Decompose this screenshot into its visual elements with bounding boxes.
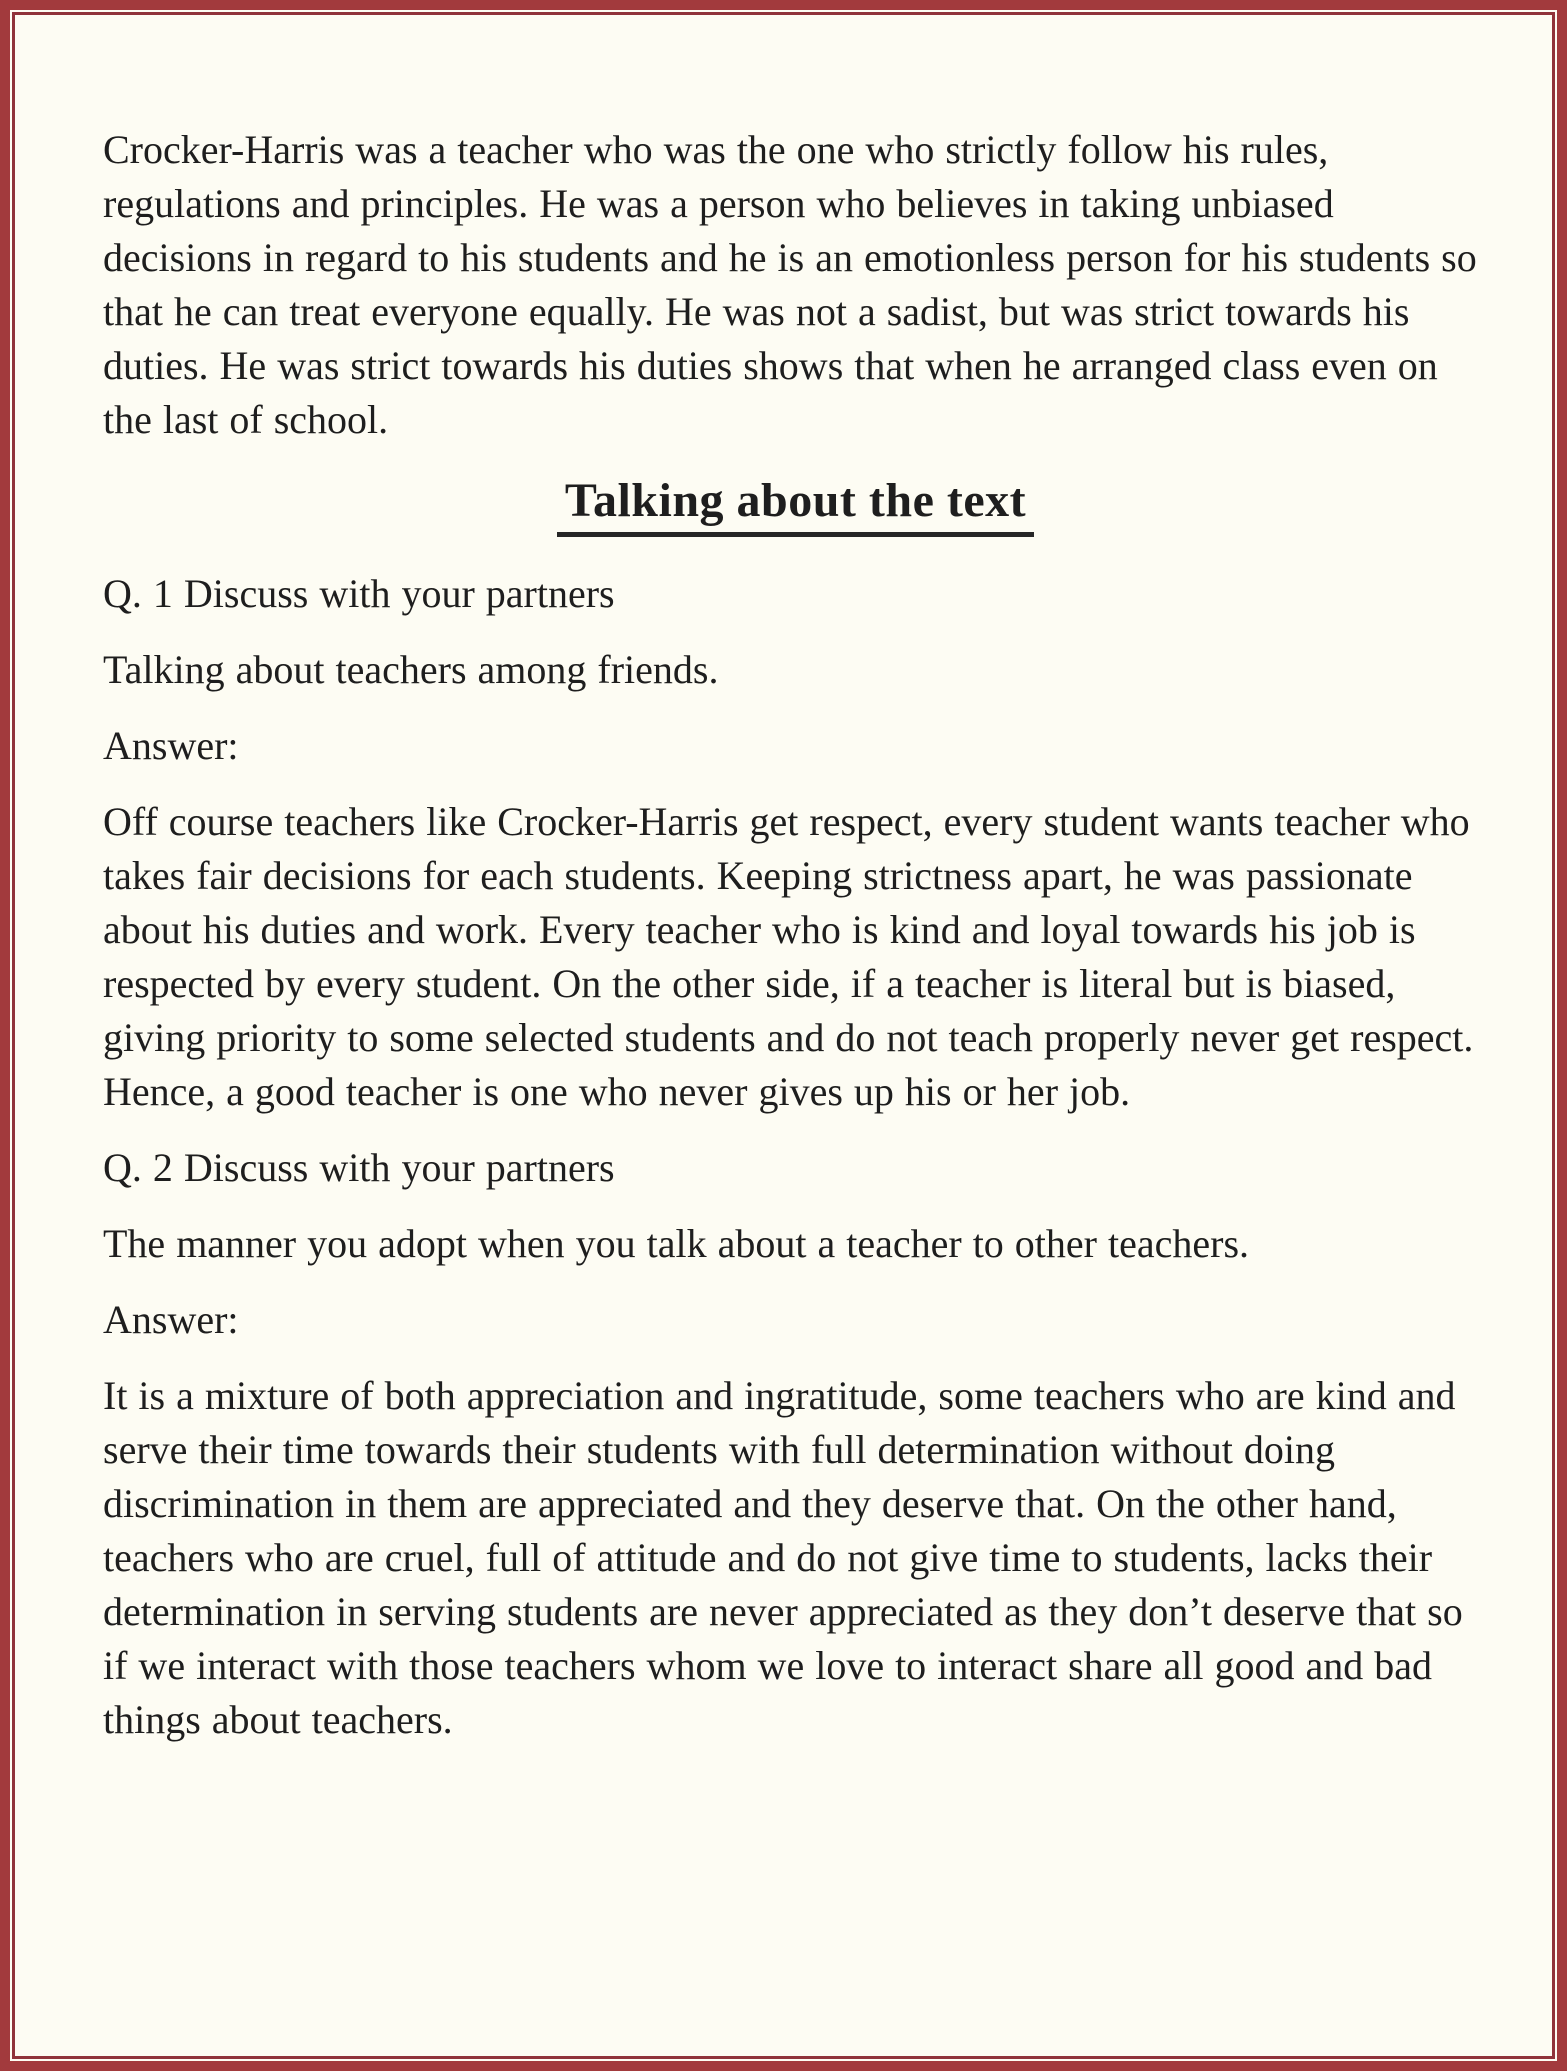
answer-2-label: Answer: [103,1297,239,1342]
document-content [15,15,1538,1747]
intro-paragraph: Crocker-Harris was a teacher who was the one who strictly follow his rules, regulations and principles. He was a person who believes in taking unbiased decisions in regard to his students and he is an emotionless person for his students so that he can treat everyone equally. He was not a sadist, but was strict towards his duties. He was strict towards his duties shows that when he arranged class even on the last of school. [103,127,1477,442]
section-heading: Talking about the text [557,473,1034,537]
answer-1-label: Answer: [103,723,239,768]
section-heading-row [103,473,1488,537]
question-2-prompt: The manner you adopt when you talk about a teacher to other teachers. [103,1221,1250,1266]
answer-2-text: It is a mixture of both appreciation and ingratitude, some teachers who are kind and serve their time towards their students with full determination without doing discrimination in them are appreciated and they deserve that. On the other hand, teachers who are cruel, full of attitude and do not give time to students, lacks their determination in serving students are never appreciated as they don’t deserve that so if we interact with those teachers whom we love to interact share all good and bad things about teachers. [103,1373,1463,1742]
answer-1-text: Off course teachers like Crocker-Harris get respect, every student wants teacher who takes fair decisions for each students. Keeping strictness apart, he was passionate about his duties and work. Every teacher who is kind and loyal towards his job is respected by every student. On the other side, if a teacher is literal but is biased, giving priority to some selected students and do not teach properly never get respect. Hence, a good teacher is one who never gives up his or her job. [103,799,1474,1114]
question-1-label: Q. 1 Discuss with your partners [103,571,615,616]
inner-border-frame [12,12,1555,2059]
question-2-label: Q. 2 Discuss with your partners [103,1145,615,1190]
question-1-prompt: Talking about teachers among friends. [103,647,719,692]
